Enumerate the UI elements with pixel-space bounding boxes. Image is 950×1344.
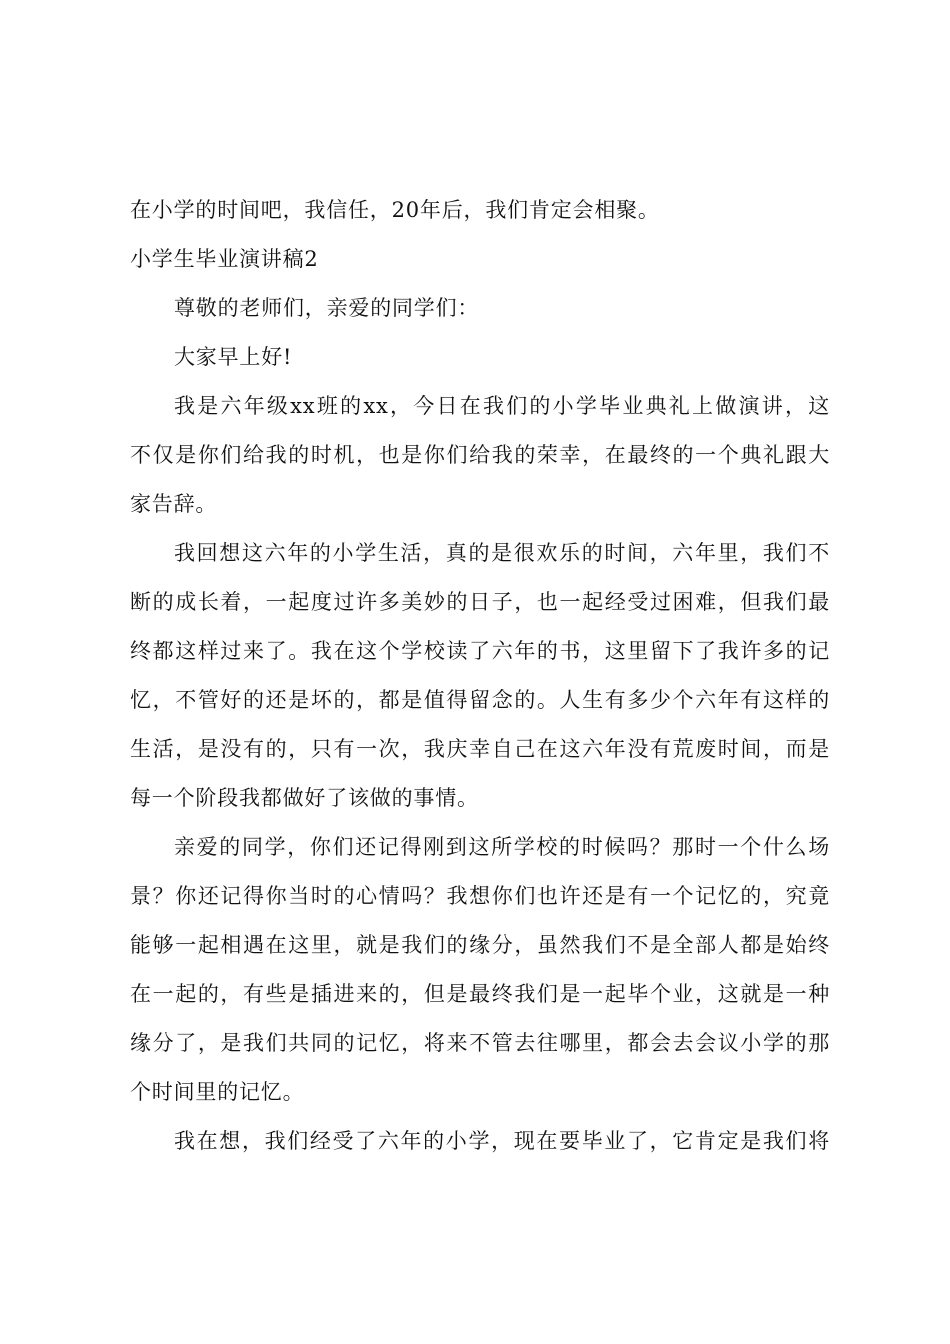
text-line: 每一个阶段我都做好了该做的事情。	[130, 786, 479, 810]
text-line: 亲爱的同学，你们还记得刚到这所学校的时候吗？那时一个什么场	[174, 835, 830, 859]
text-line: 在一起的，有些是插进来的，但是最终我们是一起毕个业，这就是一种	[130, 982, 830, 1006]
text-line: 终都这样过来了。我在这个学校读了六年的书，这里留下了我许多的记	[130, 639, 830, 663]
text-line: 忆，不管好的还是坏的，都是值得留念的。人生有多少个六年有这样的	[130, 688, 830, 712]
text-line: 景？你还记得你当时的心情吗？我想你们也许还是有一个记忆的，究竟	[130, 884, 830, 908]
text-line: 断的成长着，一起度过许多美妙的日子，也一起经受过困难，但我们最	[130, 590, 830, 614]
text-line: 缘分了，是我们共同的记忆，将来不管去往哪里，都会去会议小学的那	[130, 1031, 830, 1055]
text-line: 能够一起相遇在这里，就是我们的缘分，虽然我们不是全部人都是始终	[130, 933, 830, 957]
text-line: 家告辞。	[130, 492, 218, 516]
text-line: 在小学的时间吧，我信任，20年后，我们肯定会相聚。	[130, 198, 660, 222]
text-line: 个时间里的记忆。	[130, 1080, 305, 1104]
greeting: 大家早上好!	[174, 345, 293, 369]
section-heading: 小学生毕业演讲稿2	[130, 247, 319, 271]
salutation: 尊敬的老师们，亲爱的同学们：	[174, 296, 480, 320]
document-body	[130, 186, 830, 1166]
text-line: 我在想，我们经受了六年的小学，现在要毕业了，它肯定是我们将	[174, 1129, 830, 1153]
text-line: 生活，是没有的，只有一次，我庆幸自己在这六年没有荒废时间，而是	[130, 737, 830, 761]
text-line: 我是六年级xx班的xx，今日在我们的小学毕业典礼上做演讲，这	[174, 394, 830, 418]
text-line: 我回想这六年的小学生活，真的是很欢乐的时间，六年里，我们不	[174, 541, 830, 565]
text-line: 不仅是你们给我的时机，也是你们给我的荣幸，在最终的一个典礼跟大	[130, 443, 830, 467]
